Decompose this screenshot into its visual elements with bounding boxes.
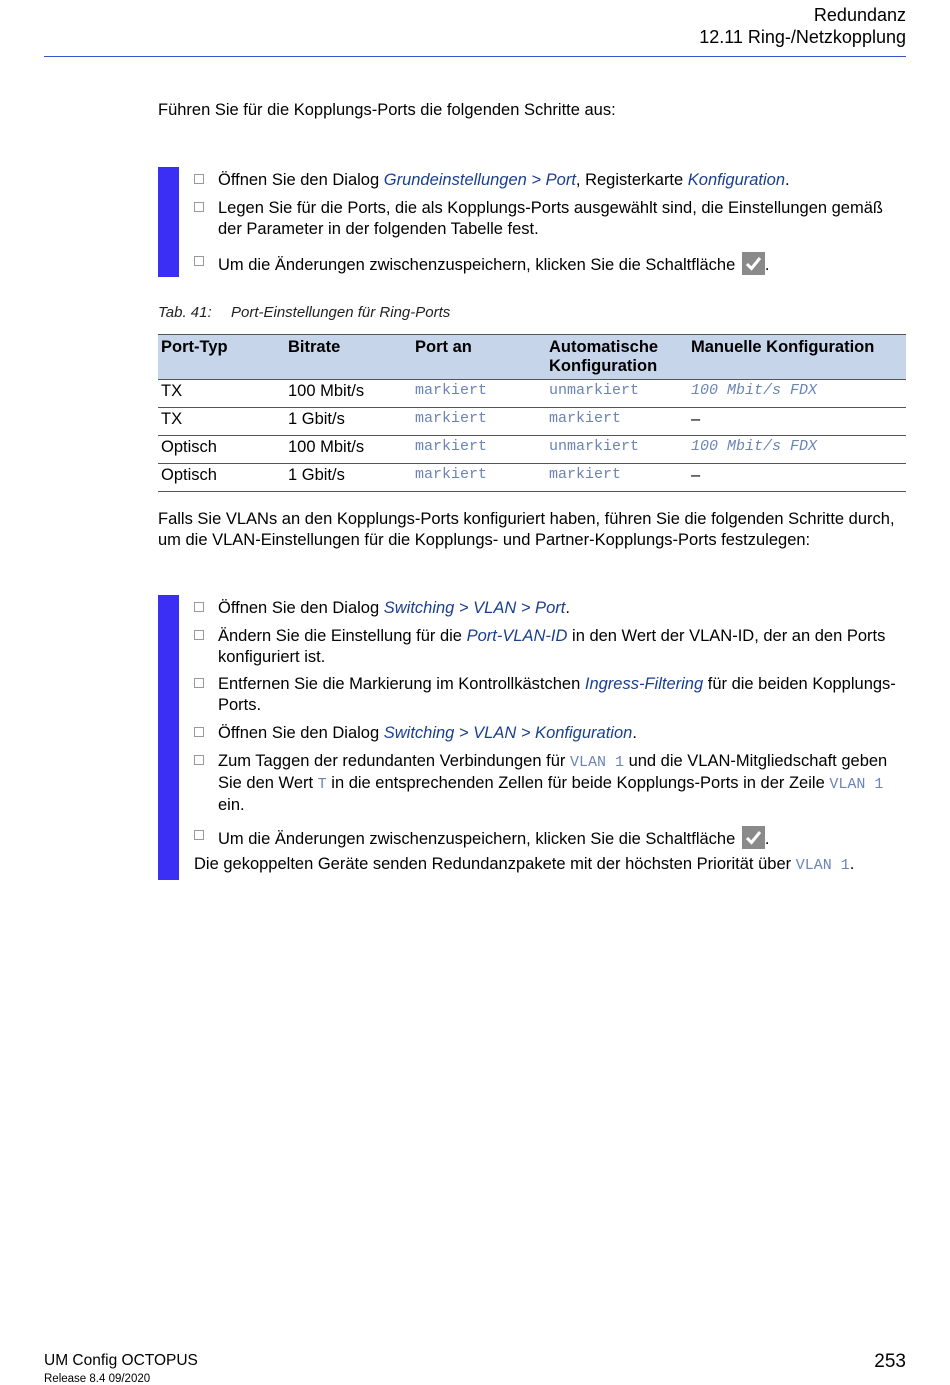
step-checkbox-icon — [194, 630, 204, 640]
checkmark-icon — [742, 826, 765, 849]
list-item: Öffnen Sie den Dialog Switching > VLAN > Konfiguration. — [194, 723, 906, 744]
step-checkbox-icon — [194, 755, 204, 765]
column-header: Bitrate — [285, 335, 412, 380]
footer-manual: UM Config OCTOPUS — [44, 1352, 198, 1369]
list-item: Ändern Sie die Einstellung für die Port-VLAN-ID in den Wert der VLAN-ID, der an den Ports konfiguriert ist. — [194, 626, 906, 668]
code-value: VLAN 1 — [829, 776, 884, 793]
vlan-paragraph: Falls Sie VLANs an den Kopplungs-Ports konfiguriert haben, führen Sie die folgenden Schritte durch, um die VLAN-Einstellungen für die Kopplungs- und Partner-Kopplungs-Ports festzulegen: — [158, 510, 895, 549]
parameter-reference: Ingress-Filtering — [584, 675, 704, 693]
instruction-bar — [158, 167, 179, 277]
dialog-reference: Switching > VLAN > Konfiguration — [383, 724, 633, 742]
tab-reference: Konfiguration — [687, 171, 786, 189]
footer-release: Release 8.4 09/2020 — [44, 1373, 151, 1385]
column-header: Manuelle Konfiguration — [688, 335, 906, 380]
step-checkbox-icon — [194, 602, 204, 612]
list-item: Um die Änderungen zwischenzuspeichern, klicken Sie die Schaltfläche . — [194, 252, 906, 276]
list-item: Zum Taggen der redundanten Verbindungen für VLAN 1 und die VLAN-Mitgliedschaft geben Sie den Wert T in die entsprechenden Zellen für beide Kopplungs-Ports in der Zeile VLAN 1 ein. — [194, 751, 906, 816]
table-header-row — [158, 335, 906, 380]
table-row: TX 1 Gbit/s markiert markiert – — [158, 408, 906, 436]
intro-text: Führen Sie für die Kopplungs-Ports die folgenden Schritte aus: — [158, 101, 616, 119]
table-row: TX 100 Mbit/s markiert unmarkiert 100 Mbit/s FDX — [158, 380, 906, 408]
code-value: VLAN 1 — [569, 754, 624, 771]
code-value: T — [317, 776, 327, 793]
step-checkbox-icon — [194, 174, 204, 184]
step-checkbox-icon — [194, 830, 204, 840]
header-rule — [44, 56, 906, 57]
dialog-reference: Grundeinstellungen > Port — [383, 171, 576, 189]
instruction-bar — [158, 595, 179, 880]
header-chapter: Redundanz — [813, 5, 906, 25]
page-number: 253 — [874, 1351, 906, 1372]
code-value: VLAN 1 — [795, 857, 850, 874]
table-row: Optisch 100 Mbit/s markiert unmarkiert 100 Mbit/s FDX — [158, 436, 906, 464]
table-caption: Tab. 41: Port-Einstellungen für Ring-Ports — [158, 304, 451, 321]
list-item: Öffnen Sie den Dialog Switching > VLAN > Port. — [194, 598, 906, 619]
header-section: 12.11 Ring-/Netzkopplung — [699, 27, 906, 47]
step-checkbox-icon — [194, 256, 204, 266]
list-item: Öffnen Sie den Dialog Grundeinstellungen > Port, Registerkarte Konfiguration. — [194, 170, 906, 191]
port-settings-table — [158, 334, 906, 492]
step-checkbox-icon — [194, 202, 204, 212]
checkmark-icon — [742, 252, 765, 275]
list-item: Um die Änderungen zwischenzuspeichern, klicken Sie die Schaltfläche . — [194, 826, 906, 850]
column-header: Port-Typ — [158, 335, 285, 380]
table-row: Optisch 1 Gbit/s markiert markiert – — [158, 464, 906, 492]
step-checkbox-icon — [194, 678, 204, 688]
list-item: Entfernen Sie die Markierung im Kontrollkästchen Ingress-Filtering für die beiden Kopplungs-Ports. — [194, 674, 906, 716]
list-item: Legen Sie für die Ports, die als Kopplungs-Ports ausgewählt sind, die Einstellungen gemäß der Parameter in der folgenden Tabelle fest. — [194, 198, 906, 240]
step-checkbox-icon — [194, 727, 204, 737]
result-text: Die gekoppelten Geräte senden Redundanzpakete mit der höchsten Priorität über VLAN 1. — [194, 855, 855, 874]
column-header: Automatische Konfiguration — [546, 335, 688, 380]
parameter-reference: Port-VLAN-ID — [466, 627, 568, 645]
column-header: Port an — [412, 335, 546, 380]
dialog-reference: Switching > VLAN > Port — [383, 599, 566, 617]
